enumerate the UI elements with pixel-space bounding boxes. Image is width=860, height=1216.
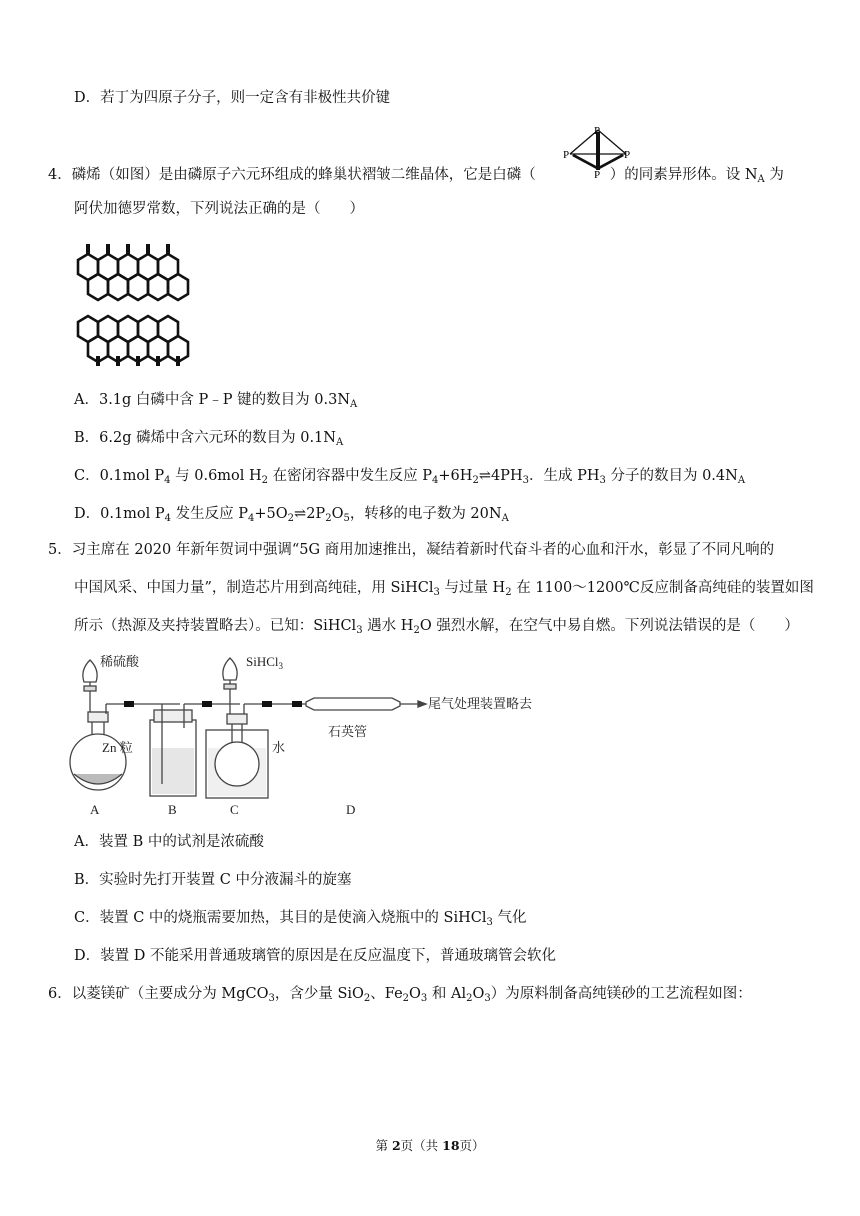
- q3-option-d: D．若丁为四原子分子，则一定含有非极性共价键: [74, 90, 391, 106]
- white-phosphorus-figure: [560, 124, 636, 180]
- svg-text:尾气处理装置略去: 尾气处理装置略去: [428, 696, 533, 711]
- q5-stem-line3: 所示（热源及夹持装置略去）。已知：SiHCl$_3$ 遇水 $H_2O$ 强烈水解，在空气中易自燃。下列说法错误的是（ ）: [74, 618, 799, 636]
- svg-text:石英管: 石英管: [328, 724, 368, 739]
- p-atom-label: P: [594, 125, 601, 137]
- q4-stem-line2: 阿伏加德罗常数，下列说法正确的是（ ）: [74, 201, 364, 217]
- phosphorene-structure-figure: [70, 240, 200, 370]
- q5-option-d: D．装置 D 不能采用普通玻璃管的原因是在反应温度下，普通玻璃管会软化: [74, 948, 556, 964]
- svg-text:D: D: [346, 802, 356, 817]
- q4-option-a: A．3.1g 白磷中含 P﹣P 键的数目为 $0.3N_A$: [74, 392, 358, 410]
- q5-option-a: A．装置 B 中的试剂是浓硫酸: [74, 834, 264, 850]
- svg-text:C: C: [230, 802, 239, 817]
- svg-text:SiHCl3: SiHCl$_3$: [246, 654, 284, 671]
- page-total: 18: [442, 1138, 460, 1153]
- svg-text:Zn 粒: Zn 粒: [102, 740, 133, 755]
- q6-stem: 6．以菱镁矿（主要成分为 MgCO$_3$，含少量 SiO$_2$、$Fe_2O_3$ 和 $Al_2O_3$）为原料制备高纯镁砂的工艺流程如图：: [48, 986, 752, 1004]
- q5-option-c: C．装置 C 中的烧瓶需要加热，其目的是使滴入烧瓶中的 SiHCl$_3$ 气化: [74, 910, 527, 928]
- q5-stem-line2: 中国风采、中国力量”，制造芯片用到高纯硅，用 SiHCl$_3$ 与过量 $H_2$ 在 1100～1200℃反应制备高纯硅的装置如图: [74, 580, 814, 598]
- svg-text:水: 水: [272, 740, 286, 755]
- q4-stem-line1: 4．磷烯（如图）是由磷原子六元环组成的蜂巢状褶皱二维晶体，它是白磷（ ）的同素异形体。设 $N_A$ 为: [48, 167, 784, 185]
- q5-number: 5．: [48, 542, 72, 558]
- svg-text:A: A: [90, 802, 100, 817]
- q4-option-c: C．0.1mol $P_4$ 与 0.6mol $H_2$ 在密闭容器中发生反应 $P_4+6H_2\rightleftharpoons 4PH_3$．生成 $PH_3$ 分子的数目为 $0.4N_A$: [74, 468, 746, 486]
- svg-text:B: B: [168, 802, 177, 817]
- q4-number: 4．: [48, 167, 72, 183]
- apparatus-figure: [62, 652, 542, 820]
- svg-text:P: P: [624, 149, 631, 161]
- page-number: 2: [391, 1138, 401, 1153]
- q6-number: 6．: [48, 986, 72, 1002]
- q5-stem-line1: 5．习主席在 2020 年新年贺词中强调“5G 商用加速推出，凝结着新时代奋斗者的心血和汗水，彰显了不同凡响的: [48, 542, 775, 558]
- page-footer: 第 2页（共 18页）: [375, 1138, 485, 1153]
- q4-option-d: D．0.1mol $P_4$ 发生反应 $P_4+5O_2\rightleftharpoons 2P_2O_5$，转移的电子数为 $20N_A$: [74, 506, 509, 524]
- svg-text:稀硫酸: 稀硫酸: [100, 654, 140, 669]
- svg-text:P: P: [563, 149, 570, 161]
- q5-option-b: B．实验时先打开装置 C 中分液漏斗的旋塞: [74, 872, 352, 888]
- svg-text:P: P: [594, 169, 601, 180]
- q4-option-b: B．6.2g 磷烯中含六元环的数目为 $0.1N_A$: [74, 430, 344, 448]
